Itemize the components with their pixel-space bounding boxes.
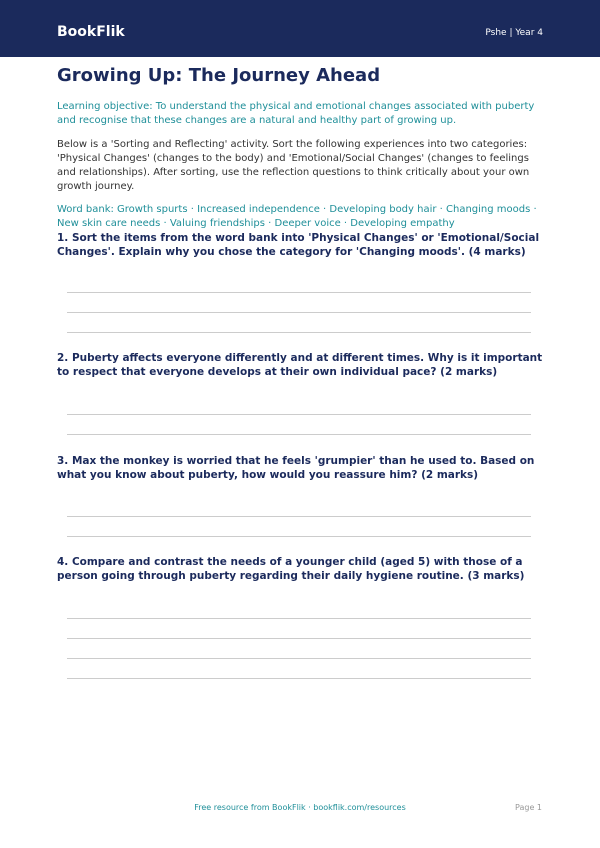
answer-line[interactable] [67, 414, 531, 415]
answer-line[interactable] [67, 678, 531, 679]
brand-logo-text: BookFlik [57, 24, 125, 40]
page-header [0, 0, 600, 57]
answer-line[interactable] [67, 638, 531, 639]
word-bank: Word bank: Growth spurts · Increased independence · Developing body hair · Changing moods · New skin care needs · Valuing friendships · Deeper voice · Developing empathy [57, 204, 537, 229]
answer-line[interactable] [67, 332, 531, 333]
footer-resource-link[interactable]: Free resource from BookFlik · bookflik.com/resources [194, 803, 406, 812]
question-2: 2. Puberty affects everyone differently and at different times. Why is it important to respect that everyone develops at their own individual pace? (2 marks) [57, 352, 543, 378]
learning-objective: Learning objective: To understand the physical and emotional changes associated with puberty and recognise that these changes are a natural and healthy part of growing up. [57, 101, 535, 126]
question-3: 3. Max the monkey is worried that he feels 'grumpier' than he used to. Based on what you know about puberty, how would you reassure him? (2 marks) [57, 455, 535, 481]
answer-line[interactable] [67, 618, 531, 619]
worksheet-intro [57, 64, 547, 231]
answer-line[interactable] [67, 292, 531, 293]
page-title: Growing Up: The Journey Ahead [57, 65, 381, 86]
answer-line[interactable] [67, 658, 531, 659]
answer-line[interactable] [67, 434, 531, 435]
answer-line[interactable] [67, 516, 531, 517]
subject-year-label: Pshe | Year 4 [485, 28, 543, 38]
page-number: Page 1 [515, 803, 542, 812]
activity-instructions: Below is a 'Sorting and Reflecting' activity. Sort the following experiences into two categories: 'Physical Changes' (changes to the body) and 'Emotional/Social Changes' (changes to feelings and relationships). After sorting, use the reflection questions to think critically about your own growth journey. [57, 139, 530, 192]
question-4: 4. Compare and contrast the needs of a younger child (aged 5) with those of a person going through puberty regarding their daily hygiene routine. (3 marks) [57, 556, 525, 582]
answer-line[interactable] [67, 312, 531, 313]
answer-line[interactable] [67, 536, 531, 537]
question-1: 1. Sort the items from the word bank into 'Physical Changes' or 'Emotional/Social Changes'. Explain why you chose the category for 'Changing moods'. (4 marks) [57, 232, 540, 258]
